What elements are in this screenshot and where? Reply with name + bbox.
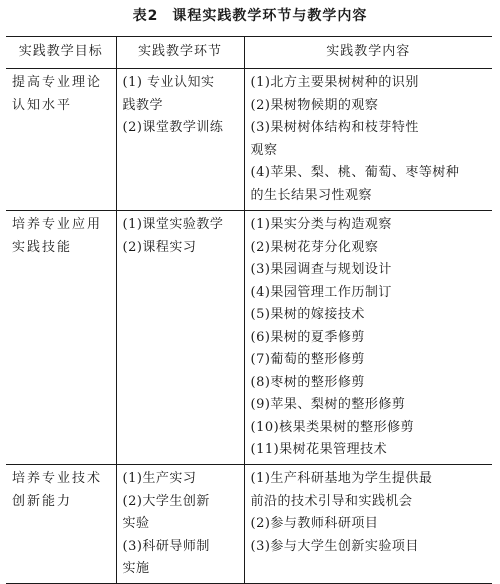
content-line: (8)枣树的整形修剪 <box>250 374 365 390</box>
link-line: 实验 <box>122 516 150 531</box>
content-line: 观察 <box>250 142 278 158</box>
header-teaching-link: 实践教学环节 <box>116 37 244 69</box>
content-line: (1)果实分类与构造观察 <box>250 217 392 232</box>
table-caption <box>0 6 500 26</box>
table-row <box>6 465 492 584</box>
goal-line: 认知水平 <box>12 97 73 113</box>
link-line: (2)大学生创新 <box>122 493 210 509</box>
content-line: (5)果树的嫁接技术 <box>250 307 365 322</box>
goal-cell <box>6 69 116 211</box>
content-line: (3)参与大学生创新实验项目 <box>250 538 419 554</box>
link-line: (2)课程实习 <box>122 239 197 255</box>
link-line: (2)课堂教学训练 <box>122 120 224 135</box>
content-line: (11)果树花果管理技术 <box>250 442 388 457</box>
link-cell <box>116 69 244 211</box>
content-line: (1)北方主要果树树种的识别 <box>250 75 419 90</box>
link-line: (1)生产实习 <box>122 471 197 486</box>
link-line: 实施 <box>122 561 150 576</box>
content-line: (9)苹果、梨树的整形修剪 <box>250 397 406 412</box>
content-line: (10)核果类果树的整形修剪 <box>250 419 415 435</box>
header-teaching-goal: 实践教学目标 <box>6 37 116 69</box>
content-line: (2)参与教师科研项目 <box>250 516 379 531</box>
goal-line: 提高专业理论 <box>12 75 103 90</box>
content-line: (3)果树树体结构和枝芽特性 <box>250 120 419 135</box>
link-line: 践教学 <box>122 97 164 113</box>
content-line: (4)苹果、梨、桃、葡萄、枣等树种 <box>250 165 460 180</box>
goal-line: 实践技能 <box>12 239 73 255</box>
table-row <box>6 211 492 465</box>
link-line: (3)科研导师制 <box>122 538 210 554</box>
link-cell <box>116 211 244 465</box>
content-line: (3)果园调查与规划设计 <box>250 262 392 277</box>
content-cell <box>244 69 492 211</box>
content-cell <box>244 211 492 465</box>
link-cell <box>116 465 244 584</box>
content-cell <box>244 465 492 584</box>
content-line: (2)果树物候期的观察 <box>250 97 379 113</box>
goal-cell <box>6 465 116 584</box>
table-header-row <box>6 37 492 69</box>
link-line: (1)课堂实验教学 <box>122 217 224 232</box>
practice-teaching-table <box>6 36 492 584</box>
content-line: (2)果树花芽分化观察 <box>250 239 379 255</box>
content-line: (4)果园管理工作历制订 <box>250 284 392 300</box>
content-line: 前沿的技术引导和实践机会 <box>250 493 413 509</box>
content-line: 的生长结果习性观察 <box>250 187 373 203</box>
table-number: 表2 <box>132 8 159 24</box>
goal-line: 创新能力 <box>12 493 73 509</box>
goal-cell <box>6 211 116 465</box>
link-line: (1) 专业认知实 <box>122 75 215 90</box>
table-title: 课程实践教学环节与教学内容 <box>172 8 368 24</box>
table-row <box>6 69 492 211</box>
goal-line: 培养专业应用 <box>12 217 103 232</box>
header-teaching-content: 实践教学内容 <box>244 37 492 69</box>
content-line: (6)果树的夏季修剪 <box>250 329 365 345</box>
content-line: (7)葡萄的整形修剪 <box>250 352 365 367</box>
goal-line: 培养专业技术 <box>12 471 103 486</box>
content-line: (1)生产科研基地为学生提供最 <box>250 471 433 486</box>
